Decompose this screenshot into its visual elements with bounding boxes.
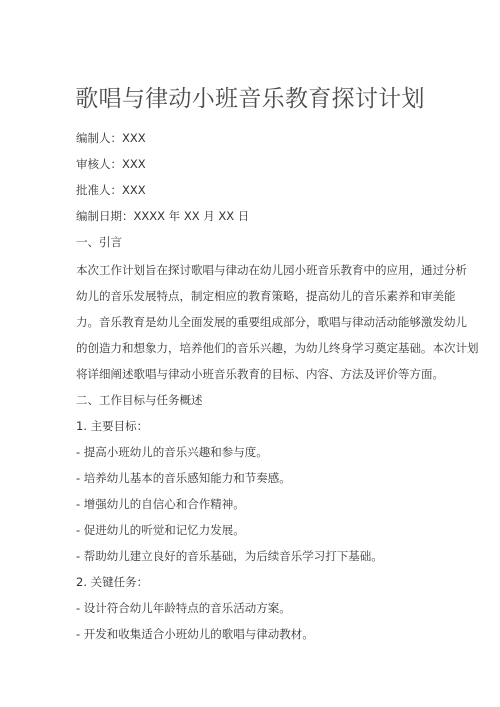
intro-paragraph-line: 幼儿的音乐发展特点，制定相应的教育策略，提高幼儿的音乐素养和审美能: [76, 289, 456, 303]
intro-paragraph-line: 力。音乐教育是幼儿全面发展的重要组成部分，歌唱与律动活动能够激发幼儿: [76, 315, 467, 329]
main-goal-item: - 增强幼儿的自信心和合作精神。: [76, 497, 245, 511]
author-line: 编制人：XXX: [76, 131, 146, 145]
document-title: 歌唱与律动小班音乐教育探讨计划: [75, 86, 425, 112]
date-line: 编制日期：XXXX 年 XX 月 XX 日: [76, 209, 250, 223]
key-task-item: - 开发和收集适合小班幼儿的歌唱与律动教材。: [76, 627, 314, 641]
key-tasks-heading: 2. 关键任务：: [76, 575, 149, 589]
main-goal-item: - 帮助幼儿建立良好的音乐基础，为后续音乐学习打下基础。: [76, 549, 383, 563]
key-task-item: - 设计符合幼儿年龄特点的音乐活动方案。: [76, 601, 291, 615]
reviewer-line: 审核人：XXX: [76, 157, 146, 171]
intro-paragraph-line: 本次工作计划旨在探讨歌唱与律动在幼儿园小班音乐教育中的应用，通过分析: [76, 263, 467, 277]
goals-heading: 二、工作目标与任务概述: [76, 393, 203, 407]
intro-heading: 一、引言: [76, 235, 122, 249]
main-goal-item: - 促进幼儿的听觉和记忆力发展。: [76, 523, 245, 537]
intro-paragraph-line: 的创造力和想象力，培养他们的音乐兴趣，为幼儿终身学习奠定基础。本次计划: [76, 341, 479, 355]
intro-paragraph-line: 将详细阐述歌唱与律动小班音乐教育的目标、内容、方法及评价等方面。: [76, 367, 444, 381]
main-goal-item: - 培养幼儿基本的音乐感知能力和节奏感。: [76, 471, 291, 485]
approver-line: 批准人：XXX: [76, 183, 146, 197]
main-goals-heading: 1. 主要目标：: [76, 419, 149, 433]
main-goal-item: - 提高小班幼儿的音乐兴趣和参与度。: [76, 445, 268, 459]
